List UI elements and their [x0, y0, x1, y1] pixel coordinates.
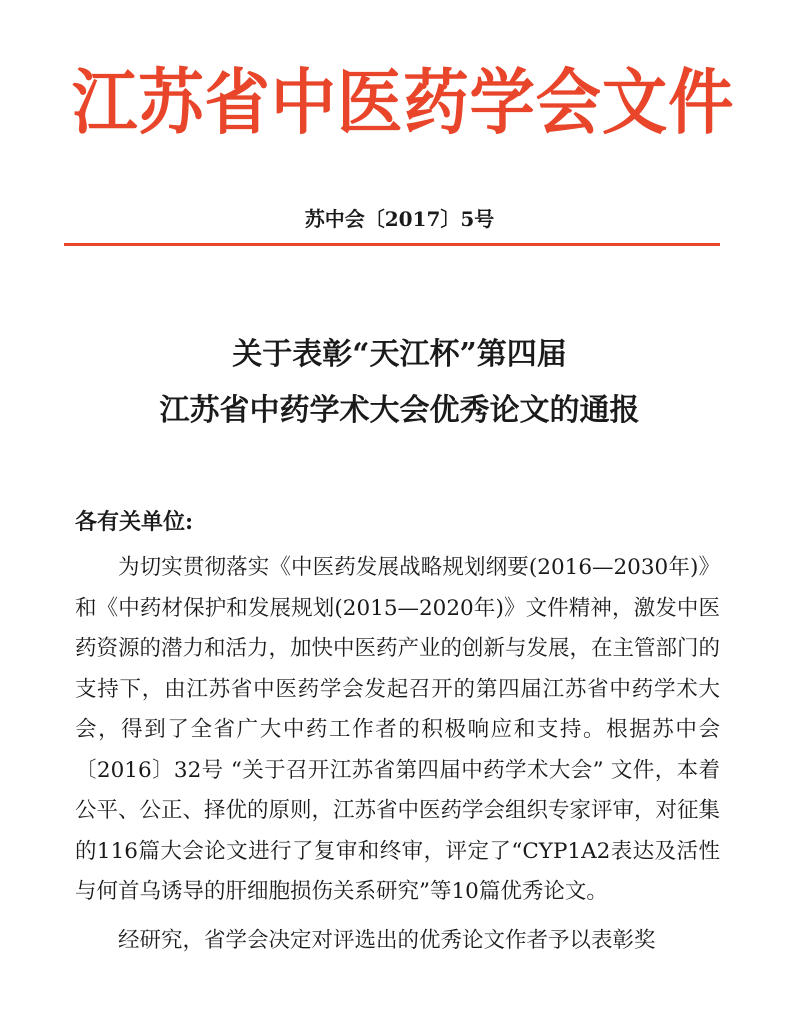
document-body — [75, 548, 720, 961]
body-paragraph-1: 为切实贯彻落实《中医药发展战略规划纲要(2016—2030年)》和《中药材保护和发展规划(2015—2020年)》文件精神，激发中医药资源的潜力和活力，加快中医药产业的创新与发展，在主管部门的支持下，由江苏省中医药学会发起召开的第四届江苏省中药学术大会，得到了全省广大中药工作者的积极响应和支持。根据苏中会〔2016〕32号 “关于召开江苏省第四届中药学术大会” 文件，本着公平、公正、择优的原则，江苏省中医药学会组织专家评审，对征集的116篇大会论文进行了复审和终审，评定了“CYP1A2表达及活性与何首乌诱导的肝细胞损伤关系研究”等10篇优秀论文。 — [75, 555, 721, 904]
body-paragraph-2: 经研究，省学会决定对评选出的优秀论文作者予以表彰奖 — [118, 927, 656, 953]
red-divider-line — [64, 243, 720, 246]
document-number: 苏中会〔2017〕5号 — [304, 207, 495, 231]
document-title-line-2: 江苏省中药学术大会优秀论文的通报 — [159, 393, 640, 428]
org-masthead-title: 江苏省中医药学会文件 — [72, 61, 735, 144]
document-title-line-1: 关于表彰“天江杯”第四届 — [232, 337, 567, 372]
salutation: 各有关单位: — [75, 509, 194, 535]
